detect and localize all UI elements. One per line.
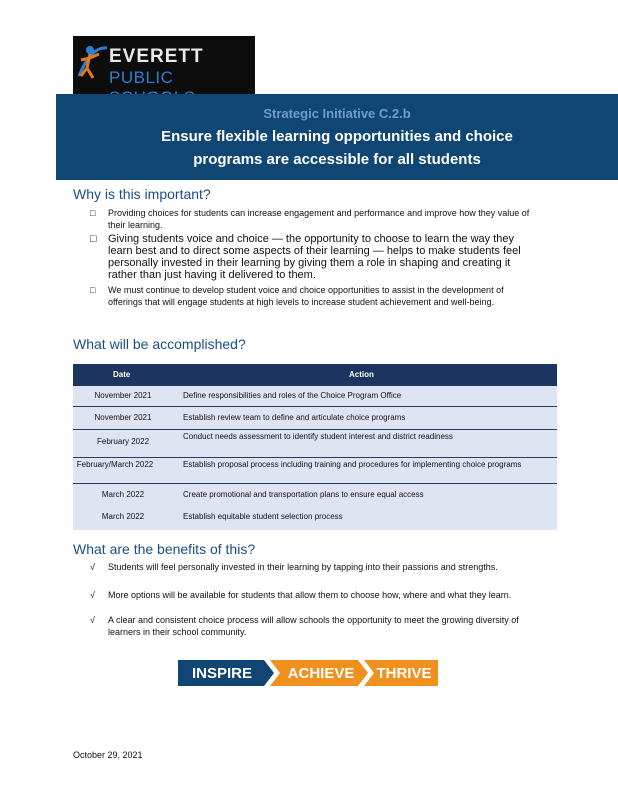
benefits-heading: What are the benefits of this? <box>73 541 256 557</box>
row-date: November 2021 <box>94 391 152 400</box>
table-row <box>73 484 557 530</box>
bullet-box-icon: □ <box>90 285 96 295</box>
row-date: February 2022 <box>96 437 150 446</box>
inspire-word: INSPIRE <box>191 665 253 682</box>
row-action: Create promotional and transportation plans to ensure equal access <box>183 490 424 499</box>
why-bullet-text: Providing choices for students can increase engagement and performance and improve how they value of their learning. <box>108 208 530 230</box>
why-heading: Why is this important? <box>73 186 211 202</box>
checkmark-icon: √ <box>90 590 95 600</box>
table-row <box>73 458 557 484</box>
benefits-bullet <box>90 561 530 573</box>
bullet-box-icon: □ <box>90 233 97 245</box>
row-action: Define responsibilities and roles of the Choice Program Office <box>183 391 402 400</box>
initiative-title-line-1: Ensure flexible learning opportunities and choice <box>161 128 513 145</box>
document-date: October 29, 2021 <box>73 750 143 760</box>
logo-line-1: EVERETT <box>109 46 204 67</box>
row-date: November 2021 <box>94 413 152 422</box>
row-date: March 2022 <box>101 490 145 499</box>
action-table <box>73 364 557 530</box>
thrive-word: THRIVE <box>376 665 432 682</box>
initiative-code: Strategic Initiative C.2.b <box>263 106 411 121</box>
table-row <box>73 407 557 430</box>
table-row <box>73 386 557 407</box>
checkmark-icon: √ <box>90 562 95 572</box>
action-column-header: Action <box>349 370 374 379</box>
benefits-bullet <box>90 614 530 638</box>
table-row <box>73 430 557 458</box>
accomplished-heading: What will be accomplished? <box>73 336 246 352</box>
benefits-bullet <box>90 589 530 601</box>
benefits-bullet-text: A clear and consistent choice process will allow schools the opportunity to meet the growing diversity of learners in their school community. <box>108 615 519 637</box>
row-action: Establish review team to define and articulate choice programs <box>183 413 406 422</box>
achieve-word: ACHIEVE <box>287 665 355 682</box>
row-date: February/March 2022 <box>76 460 154 469</box>
why-bullet-text: We must continue to develop student voice and choice opportunities to assist in the development of offerings that will engage students at high levels to increase student achievement and well-being. <box>108 285 504 307</box>
checkmark-icon: √ <box>90 615 95 625</box>
why-bullet <box>90 233 530 281</box>
district-logo <box>73 36 255 94</box>
initiative-banner <box>56 94 618 180</box>
date-column-header: Date <box>113 370 131 379</box>
row-date: March 2022 <box>101 512 145 521</box>
why-bullet <box>90 284 530 308</box>
initiative-title-line-2: programs are accessible for all students <box>193 151 481 168</box>
student-figure-icon <box>73 36 113 94</box>
row-action: Conduct needs assessment to identify student interest and district readiness <box>183 432 453 441</box>
why-bullet-text: Giving students voice and choice — the opportunity to choose to learn the way they learn best and to direct some aspects of their learning — helps to make students feel personally invested in their learning by giving them a role in shaping and creating it rather than just having it delivered to them. <box>108 233 521 281</box>
why-bullet <box>90 207 530 231</box>
inspire-achieve-thrive-banner <box>178 660 438 686</box>
row-action: Establish equitable student selection process <box>183 512 343 521</box>
bullet-box-icon: □ <box>90 208 96 218</box>
logo-line-2: PUBLIC <box>109 68 174 87</box>
row-action: Establish proposal process including training and procedures for implementing choice programs <box>183 460 522 469</box>
table-header <box>73 364 557 386</box>
benefits-bullet-text: Students will feel personally invested in their learning by tapping into their passions and strengths. <box>108 562 498 572</box>
benefits-bullet-text: More options will be available for students that allow them to choose how, where and what they learn. <box>108 590 512 600</box>
